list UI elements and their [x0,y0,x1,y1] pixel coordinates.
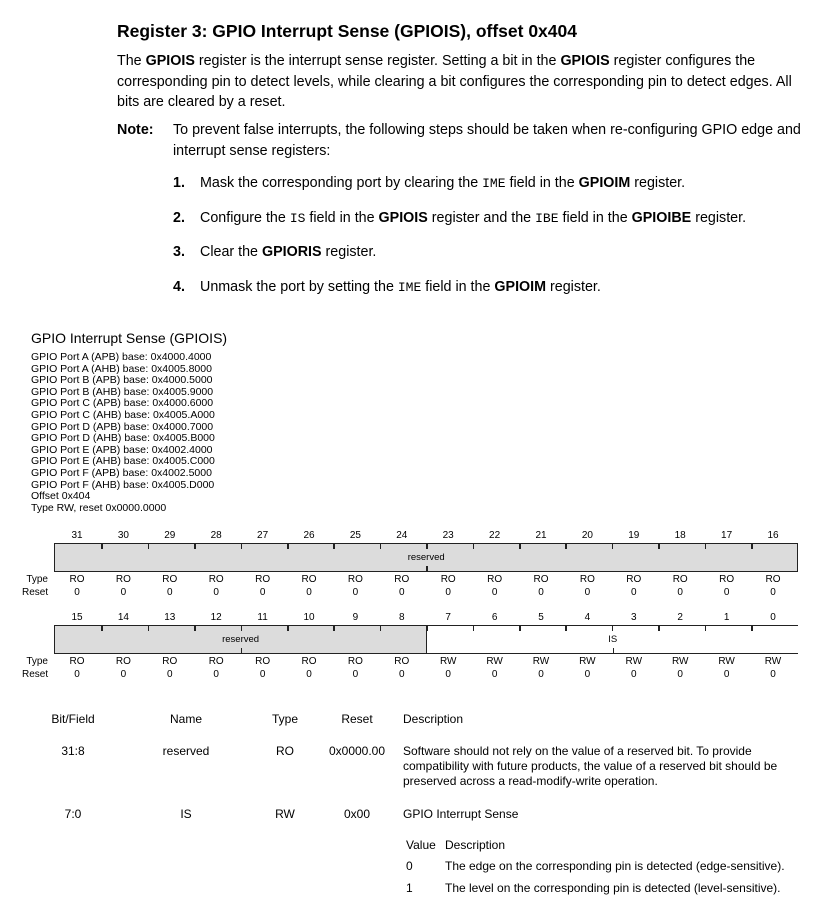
row-description: Software should not rely on the value of a reserved bit. To provide compatibility with future products, the value of a reserved bit should be preserved across a read-modify-write operation. [403,744,778,788]
row-description: GPIO Interrupt Sense [403,807,519,821]
bit-reset: 0 [677,587,683,598]
bit-reset: 0 [213,587,219,598]
bit-number: 15 [71,612,83,623]
bit-type: RO [69,574,85,585]
bit-tick [194,544,196,549]
bit-type: RO [440,574,456,585]
step-text: GPIOIM [494,278,547,295]
bit-number: 25 [349,530,361,541]
bit-tick [751,544,753,549]
base-line: GPIO Port D (APB) base: 0x4000.7000 [31,420,214,433]
bit-type: RO [533,574,549,585]
bit-reset: 0 [445,669,451,680]
base-line: GPIO Port F (AHB) base: 0x4005.D000 [31,478,215,491]
bit-tick [241,626,243,631]
row-name: IS [180,807,192,821]
bit-type: RO [255,656,271,667]
step-text: register. [321,244,377,260]
bit-number: 29 [164,530,176,541]
bit-reset: 0 [538,587,544,598]
value-0-desc: The edge on the corresponding pin is detected (edge-sensitive). [445,859,785,873]
bit-number: 3 [631,612,637,623]
row-type: RO [276,744,294,758]
header-name: Name [169,712,202,726]
bit-tick [101,626,103,631]
base-line: GPIO Port E (APB) base: 0x4002.4000 [31,443,213,456]
bit-type: RW [718,656,735,667]
bit-tick [194,626,196,631]
bit-number: 23 [442,530,454,541]
bit-tick [658,544,660,549]
bit-type: RW [579,656,596,667]
base-line: GPIO Port C (APB) base: 0x4000.6000 [31,397,214,410]
step-text: register. [630,175,686,191]
step-text: Unmask the port by setting the [200,278,398,295]
field-center-tick [241,648,243,653]
bit-type: RW [671,656,689,667]
bit-tick [287,626,289,631]
reset-label: Reset [22,669,49,680]
field-center-tick [426,566,428,571]
bit-type: RO [301,656,317,667]
bit-number: 19 [628,530,640,541]
bit-number: 28 [210,530,222,541]
bit-number: 6 [491,612,498,623]
bit-number: 31 [71,530,83,541]
step-item [173,174,685,193]
header-reset: Reset [341,712,373,726]
intro-text: register is the interrupt sense register. Setting a bit in the [194,53,561,69]
bit-type: RO [347,656,363,667]
bit-reset: 0 [723,587,730,598]
bit-tick [658,626,660,631]
bit-number: 5 [538,612,544,623]
step-text: IBE [535,210,559,226]
bit-type: RW [486,656,503,667]
step-text: register. [546,278,601,295]
header-description: Description [403,712,464,726]
bit-type: RO [626,574,642,585]
header-type: Type [271,712,298,726]
bit-type: RO [487,574,503,585]
bit-number: 14 [117,612,129,623]
intro-register-name: GPIOIS [560,53,610,69]
bit-number: 1 [723,612,730,623]
bit-reset: 0 [167,669,173,680]
bit-reset: 0 [723,669,730,680]
row-name: reserved [162,744,210,758]
base-line: Type RW, reset 0x0000.0000 [31,501,167,514]
step-text: GPIOIM [578,175,631,191]
bit-type: RO [115,656,131,667]
row-bit: 7:0 [64,807,82,821]
row-bit: 31:8 [61,744,85,758]
row-reset: 0x0000.00 [328,744,386,758]
step-text: GPIOIS [378,209,428,226]
step-number: 2. [173,209,185,226]
step-text: field in the [505,175,579,191]
bit-reset: 0 [538,669,544,680]
bit-type: RO [347,574,363,585]
bit-reset: 0 [584,669,591,680]
bit-type: RO [765,574,781,585]
bit-tick [565,626,567,631]
bit-reset: 0 [74,587,80,598]
bit-reset: 0 [352,587,359,598]
step-number: 4. [173,278,185,295]
bit-reset: 0 [770,587,776,598]
bit-number: 17 [721,530,733,541]
step-text: register. [691,209,747,226]
step-text: field in the [305,209,379,226]
bit-tick [287,544,289,549]
step-text: IME [482,176,506,191]
bit-tick [426,626,428,631]
bit-type: RO [255,574,271,585]
bit-number: 9 [352,612,359,623]
value-1: 1 [406,881,413,895]
register-box [54,543,798,572]
bit-tick [101,544,103,549]
register-title: GPIO Interrupt Sense (GPIOIS) [31,330,228,346]
bit-tick [565,544,567,549]
type-label: Type [26,656,48,667]
bit-type: RO [672,574,688,585]
bit-reset: 0 [259,669,266,680]
bit-reset: 0 [399,587,405,598]
bit-number: 2 [677,612,683,623]
bit-tick [705,626,707,631]
bit-reset: 0 [399,669,405,680]
step-text: field in the [558,209,632,226]
step-number: 3. [173,244,185,260]
bit-number: 10 [303,612,315,623]
bit-type: RO [394,656,410,667]
step-text: IME [397,279,422,295]
bit-reset: 0 [120,669,127,680]
step-text: register and the [427,209,536,226]
bit-number: 21 [535,530,547,541]
base-line: GPIO Port C (AHB) base: 0x4005.A000 [31,408,215,421]
bit-number: 12 [210,612,222,623]
bit-type: RW [439,656,457,667]
type-label: Type [26,574,48,585]
bit-reset: 0 [584,587,591,598]
bit-number: 11 [257,612,268,623]
value-0: 0 [406,859,413,873]
bit-type: RO [69,656,85,667]
bit-number: 27 [257,530,269,541]
bit-reset: 0 [213,669,219,680]
bit-reset: 0 [445,587,451,598]
base-line: Offset 0x404 [31,490,91,503]
bit-reset: 0 [74,669,80,680]
bit-reset: 0 [120,587,127,598]
bit-number: 13 [164,612,176,623]
base-line: GPIO Port A (APB) base: 0x4000.4000 [31,351,212,363]
value-desc-header: Description [445,838,506,852]
bit-tick [148,544,150,549]
bit-tick [473,544,475,549]
row-type: RW [275,807,295,821]
bit-reset: 0 [631,587,637,598]
register-box [54,625,798,654]
bit-tick [519,544,521,549]
step-item [173,243,376,261]
bit-number: 30 [117,530,129,541]
bit-tick [380,626,382,631]
register-bases [31,352,215,514]
base-line: GPIO Port B (APB) base: 0x4000.5000 [31,374,213,387]
base-line: GPIO Port E (AHB) base: 0x4005.C000 [31,455,215,468]
bit-type: RO [162,574,178,585]
bit-tick [426,544,428,549]
step-text: GPIORIS [261,244,322,260]
step-text: field in the [421,278,495,295]
bit-reset: 0 [631,669,637,680]
bit-number: 20 [581,530,593,541]
bit-type: RW [625,656,643,667]
bit-reset: 0 [491,669,498,680]
bit-reset: 0 [352,669,359,680]
step-text: Mask the corresponding port by clearing the [200,175,483,191]
row-reset: 0x00 [343,807,371,821]
bit-type: RO [162,656,178,667]
bit-number: 0 [770,612,776,623]
bit-tick [612,626,614,631]
bit-type: RO [301,574,317,585]
value-1-desc: The level on the corresponding pin is detected (level-sensitive). [445,881,781,895]
bit-number: 7 [445,612,451,623]
bit-number: 22 [489,530,501,541]
step-text: IS [289,210,306,226]
step-text: Configure the [200,209,290,226]
bit-type: RO [208,656,224,667]
bit-tick [241,544,243,549]
reset-label: Reset [22,587,49,598]
bit-type: RO [579,574,595,585]
bit-reset: 0 [306,669,312,680]
bit-type: RO [394,574,410,585]
bit-reset: 0 [306,587,312,598]
bit-number: 18 [674,530,686,541]
step-text: Clear the [200,244,262,260]
bit-reset: 0 [677,669,683,680]
field-center-tick [613,648,615,653]
bit-number: 26 [303,530,315,541]
bit-number: 24 [396,530,408,541]
bit-type: RW [532,656,550,667]
bit-tick [333,544,335,549]
bit-tick [751,626,753,631]
bit-number: 16 [767,530,779,541]
note-label: Note: [117,122,154,138]
step-item [173,278,601,297]
intro-text: register configures the corresponding pin to detect levels, while clearing a bit configures the corresponding pin to detect edges. All bits are cleared by a reset. [117,53,792,110]
value-header: Value [406,838,436,852]
field-label: IS [608,634,618,645]
base-line: GPIO Port D (AHB) base: 0x4005.B000 [31,432,215,445]
step-number: 1. [173,175,185,191]
bit-reset: 0 [770,669,776,680]
page-title: Register 3: GPIO Interrupt Sense (GPIOIS), offset 0x404 [117,21,577,41]
bit-number: 8 [399,612,405,623]
bit-tick [148,626,150,631]
intro-text: The [117,53,146,69]
step-text: GPIOIBE [631,209,692,226]
base-line: GPIO Port A (AHB) base: 0x4005.8000 [31,362,212,375]
base-line: GPIO Port B (AHB) base: 0x4005.9000 [31,385,214,398]
bit-tick [519,626,521,631]
bit-reset: 0 [167,587,173,598]
bit-number: 4 [584,612,591,623]
base-line: GPIO Port F (APB) base: 0x4002.5000 [31,466,212,479]
bit-type: RW [764,656,782,667]
field-label: reserved [407,552,445,563]
bit-tick [705,544,707,549]
bit-tick [333,626,335,631]
field-label: reserved [222,634,260,645]
bit-type: RO [719,574,735,585]
bit-type: RO [208,574,224,585]
bit-tick [612,544,614,549]
step-item [173,209,746,228]
intro-register-name: GPIOIS [145,53,195,69]
bit-tick [380,544,382,549]
intro-paragraph [117,51,813,113]
bit-tick [473,626,475,631]
header-bitfield: Bit/Field [51,712,95,726]
bit-type: RO [115,574,131,585]
bit-reset: 0 [491,587,498,598]
bit-reset: 0 [259,587,266,598]
note-text: To prevent false interrupts, the following steps should be taken when re-configuring GPIO edge and interrupt sense registers: [173,122,801,159]
